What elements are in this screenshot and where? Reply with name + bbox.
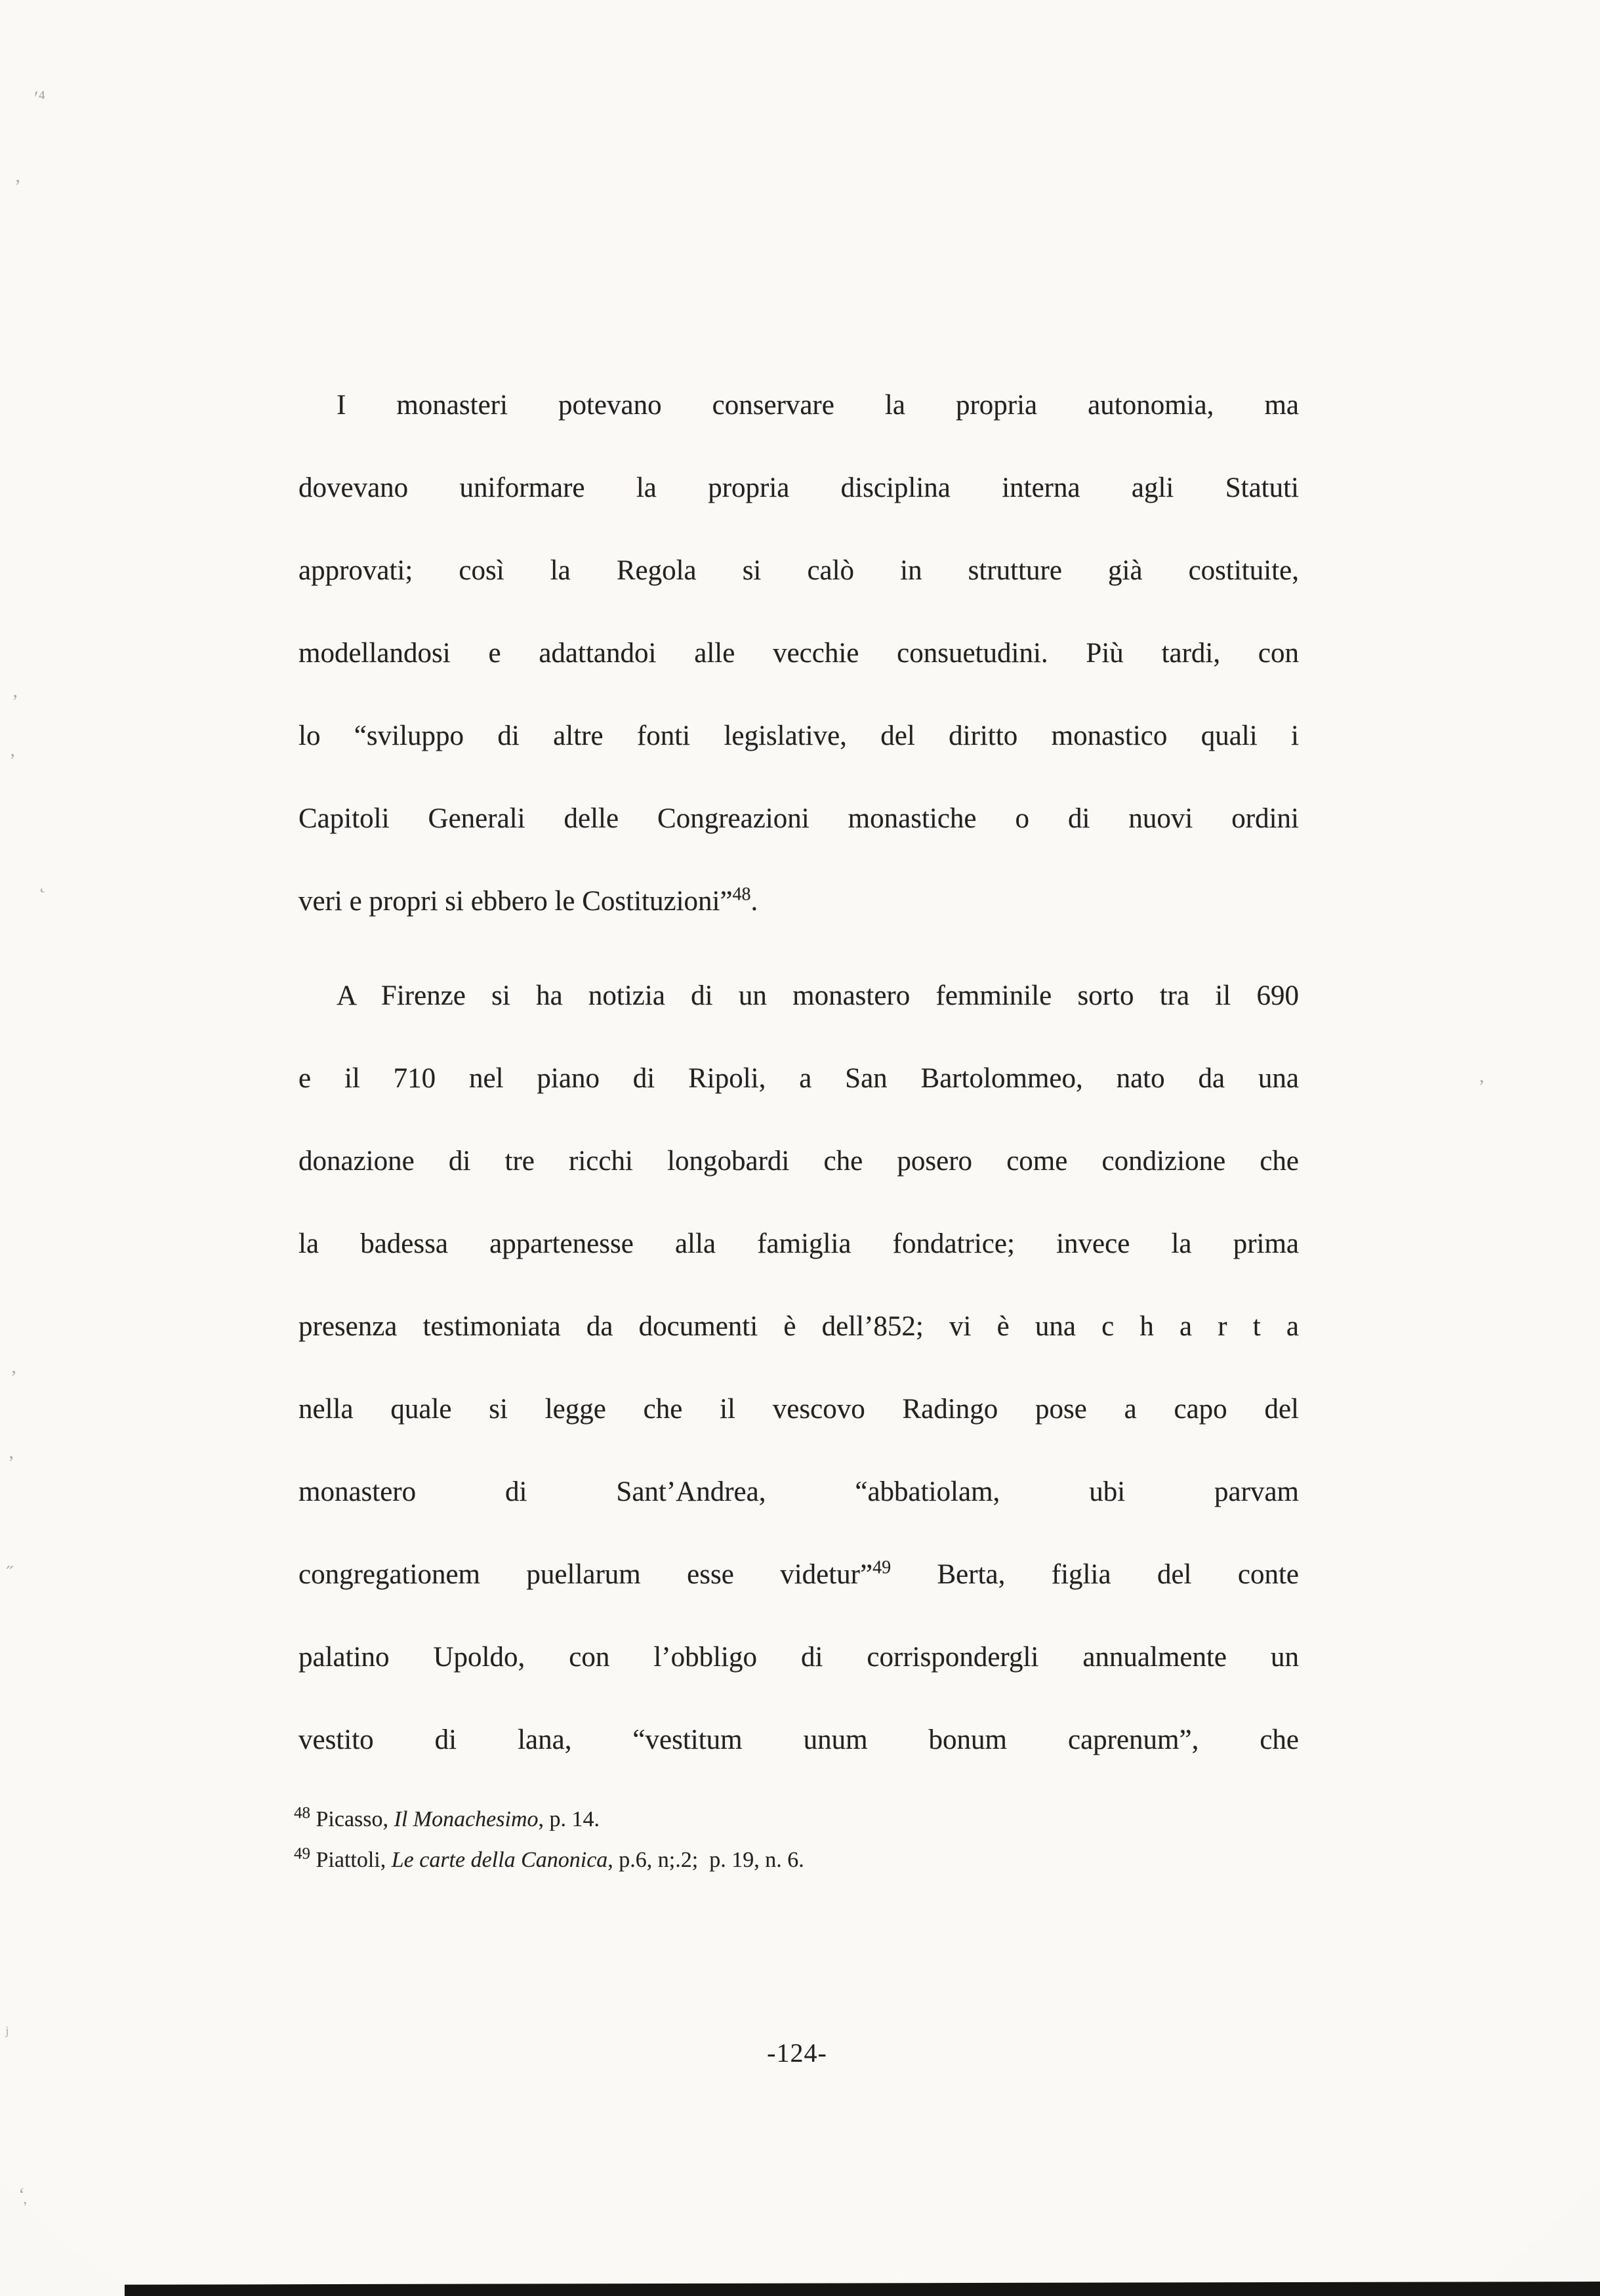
- scan-speck: ʼ: [10, 1367, 17, 1388]
- text-segment: lo “sviluppo di altre fonti legislative, del diritto monastico quali i: [298, 720, 1299, 751]
- text-segment: , p. 14.: [538, 1807, 600, 1831]
- scan-speck: ʹ⁴: [34, 87, 46, 109]
- text-line: [298, 1368, 1299, 1451]
- text-line: [298, 955, 1299, 1037]
- text-segment: vestito di lana, “vestitum unum bonum caprenum”, che: [298, 1724, 1299, 1755]
- text-segment: modellandosi e adattandoi alle vecchie consuetudini. Più tardi, con: [298, 638, 1299, 669]
- paragraph: [298, 955, 1299, 1782]
- text-line: [298, 695, 1299, 778]
- text-segment: Le carte della Canonica: [391, 1848, 608, 1872]
- text-line: [298, 860, 1299, 943]
- footnotes: [294, 1799, 1298, 1881]
- text-line: [298, 1037, 1299, 1120]
- footnote: [294, 1799, 1298, 1840]
- paragraph: [298, 364, 1299, 943]
- text-segment: presenza testimoniata da documenti è dell’852; vi è una c h a r t a: [298, 1311, 1299, 1342]
- text-line: [298, 530, 1299, 612]
- text-line: [298, 364, 1299, 447]
- footnote-reference: 48: [732, 884, 751, 905]
- text-line: [298, 1285, 1299, 1368]
- footnote-reference: 48: [294, 1804, 310, 1822]
- text-segment: I monasteri potevano conservare la propria autonomia, ma: [337, 390, 1299, 421]
- text-line: [298, 778, 1299, 860]
- footnote: [294, 1840, 1298, 1881]
- scan-speck: ʻ̦: [18, 2184, 25, 2205]
- text-segment: e il 710 nel piano di Ripoli, a San Bartolommeo, nato da una: [298, 1063, 1299, 1094]
- text-line: [298, 1616, 1299, 1699]
- scan-speck: ʼ: [14, 176, 21, 198]
- text-line: [298, 1699, 1299, 1782]
- text-segment: Picasso,: [310, 1807, 394, 1831]
- text-segment: Il Monachesimo: [394, 1807, 539, 1831]
- body-text: [298, 364, 1299, 1782]
- text-segment: Piattoli,: [310, 1848, 392, 1872]
- scan-speck: ʼ: [9, 750, 16, 772]
- text-segment: approvati; così la Regola si calò in strutture già costituite,: [298, 555, 1299, 586]
- text-segment: A Firenze si ha notizia di un monastero femminile sorto tra il 690: [337, 980, 1299, 1011]
- text-segment: veri e propri si ebbero le Costituzioni”: [298, 886, 733, 917]
- text-segment: congregationem puellarum esse videtur”: [298, 1559, 873, 1590]
- scan-speck: ˛: [39, 871, 46, 893]
- text-segment: nella quale si legge che il vescovo Radingo pose a capo del: [298, 1394, 1299, 1425]
- text-segment: Capitoli Generali delle Congreazioni monastiche o di nuovi ordini: [298, 803, 1299, 834]
- scan-speck: ʲ: [5, 2023, 9, 2045]
- text-segment: la badessa appartenesse alla famiglia fondatrice; invece la prima: [298, 1228, 1299, 1259]
- text-line: [298, 447, 1299, 530]
- footnote-reference: 49: [294, 1845, 310, 1863]
- scan-speck: ʼ: [8, 1452, 14, 1474]
- scan-speck: ʼ: [12, 691, 18, 713]
- text-line: [298, 1203, 1299, 1285]
- text-line: [298, 612, 1299, 695]
- scan-speck: ˶: [7, 1554, 13, 1576]
- scan-edge-artifact: [125, 2282, 1600, 2296]
- page-number: -124-: [767, 2038, 827, 2068]
- text-line: [298, 1534, 1299, 1616]
- text-line: [298, 1120, 1299, 1203]
- scan-speck: ,: [1479, 1065, 1485, 1087]
- footnote-reference: 49: [872, 1557, 892, 1578]
- text-segment: , p.6, n;.2; p. 19, n. 6.: [607, 1848, 804, 1872]
- text-segment: donazione di tre ricchi longobardi che posero come condizione che: [298, 1146, 1299, 1177]
- text-segment: Berta, figlia del conte: [891, 1559, 1299, 1590]
- text-segment: dovevano uniformare la propria disciplina interna agli Statuti: [298, 472, 1299, 503]
- text-segment: .: [750, 886, 758, 917]
- text-segment: palatino Upoldo, con l’obbligo di corrispondergli annualmente un: [298, 1642, 1299, 1673]
- text-segment: monastero di Sant’Andrea, “abbatiolam, ubi parvam: [298, 1476, 1299, 1507]
- text-line: [298, 1451, 1299, 1534]
